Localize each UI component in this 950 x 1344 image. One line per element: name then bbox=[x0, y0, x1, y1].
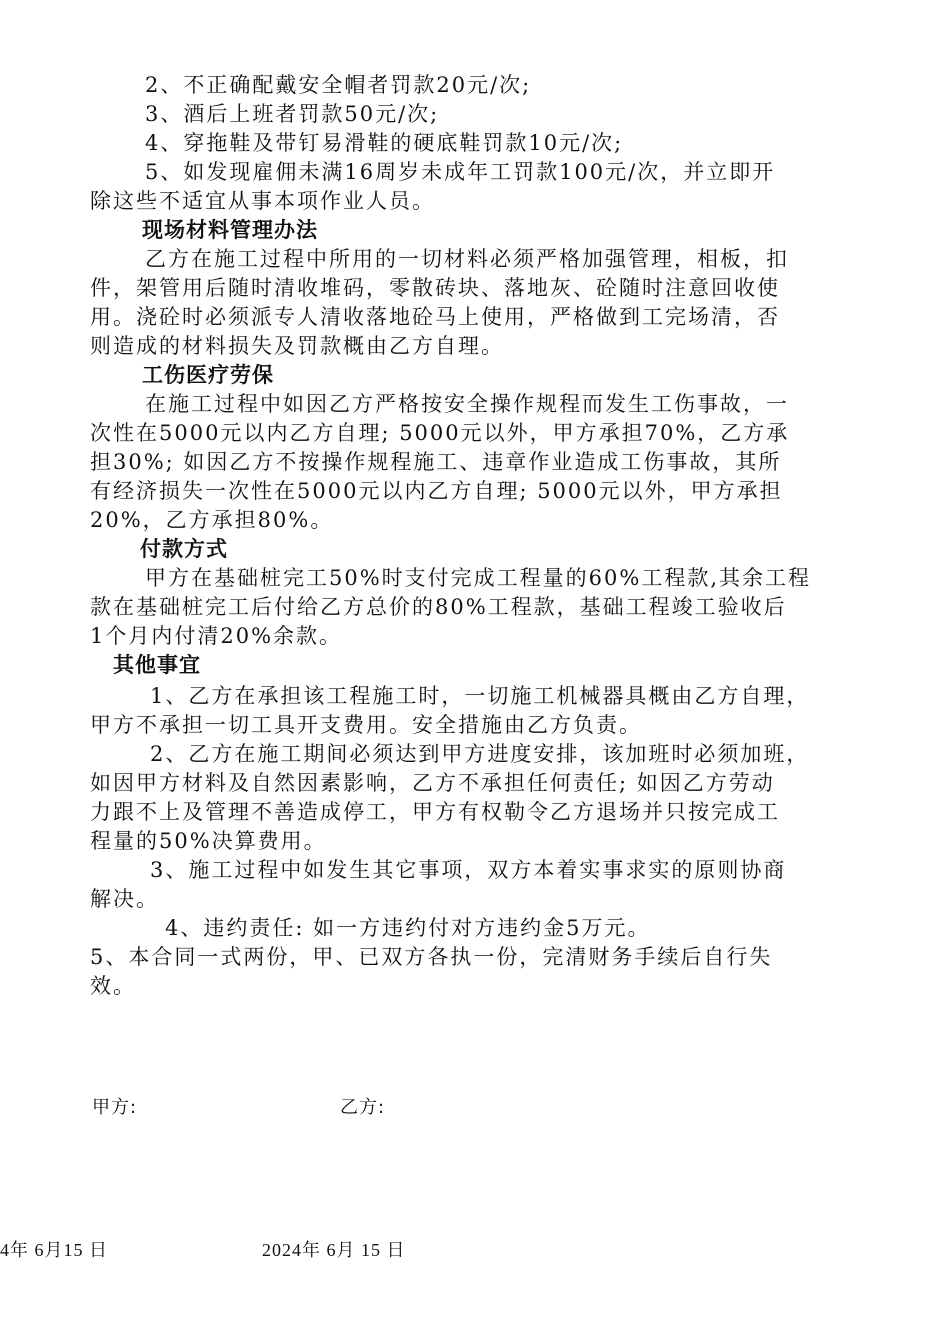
other-heading: 其他事宜 bbox=[113, 653, 201, 677]
other-item-3-line: 3、施工过程中如发生其它事项，双方本着实事求实的原则协商 bbox=[150, 858, 787, 882]
party-b-date: 2024年 6月 15 日 bbox=[262, 1240, 406, 1260]
party-a-label: 甲方: bbox=[92, 1097, 138, 1118]
other-item-3-line: 解决。 bbox=[90, 887, 159, 911]
materials-line: 则造成的材料损失及罚款概由乙方自理。 bbox=[90, 334, 504, 358]
injury-line: 在施工过程中如因乙方严格按安全操作规程而发生工伤事故，一 bbox=[145, 392, 789, 416]
injury-line: 次性在5000元以内乙方自理; 5000元以外，甲方承担70%，乙方承 bbox=[90, 421, 790, 445]
penalty-item-5-line2: 除这些不适宜从事本项作业人员。 bbox=[90, 189, 435, 213]
other-item-5-line: 效。 bbox=[90, 974, 136, 998]
other-item-1-line: 甲方不承担一切工具开支费用。安全措施由乙方负责。 bbox=[90, 713, 642, 737]
penalty-item-2: 2、不正确配戴安全帽者罚款20元/次; bbox=[145, 73, 532, 97]
payment-line: 1个月内付清20%余款。 bbox=[90, 624, 343, 648]
other-item-2-line: 程量的50%决算费用。 bbox=[90, 829, 327, 853]
other-item-4: 4、违约责任: 如一方违约付对方违约金5万元。 bbox=[165, 916, 651, 940]
injury-line: 担30%; 如因乙方不按操作规程施工、违章作业造成工伤事故，其所 bbox=[90, 450, 782, 474]
materials-line: 用。浇砼时必须派专人清收落地砼马上使用，严格做到工完场清，否 bbox=[90, 305, 780, 329]
penalty-item-5-line1: 5、如发现雇佣未满16周岁未成年工罚款100元/次，并立即开 bbox=[145, 160, 776, 184]
materials-heading: 现场材料管理办法 bbox=[142, 218, 318, 242]
other-item-2-line: 力跟不上及管理不善造成停工，甲方有权勒令乙方退场并只按完成工 bbox=[90, 800, 780, 824]
party-b-label: 乙方: bbox=[340, 1097, 386, 1118]
other-item-2-line: 如因甲方材料及自然因素影响，乙方不承担任何责任; 如因乙方劳动 bbox=[90, 771, 775, 795]
injury-line: 20%，乙方承担80%。 bbox=[90, 508, 334, 532]
injury-heading: 工伤医疗劳保 bbox=[142, 363, 274, 387]
other-item-5-line: 5、本合同一式两份，甲、已双方各执一份，完清财务手续后自行失 bbox=[90, 945, 773, 969]
payment-heading: 付款方式 bbox=[140, 537, 228, 561]
materials-line: 件，架管用后随时清收堆码，零散砖块、落地灰、砼随时注意回收使 bbox=[90, 276, 780, 300]
injury-line: 有经济损失一次性在5000元以内乙方自理; 5000元以外，甲方承担 bbox=[90, 479, 783, 503]
penalty-item-4: 4、穿拖鞋及带钉易滑鞋的硬底鞋罚款10元/次; bbox=[145, 131, 624, 155]
other-item-2-line: 2、乙方在施工期间必须达到甲方进度安排，该加班时必须加班， bbox=[150, 742, 810, 766]
party-a-date: 4年 6月15 日 bbox=[0, 1240, 108, 1260]
payment-line: 款在基础桩完工后付给乙方总价的80%工程款，基础工程竣工验收后 bbox=[90, 595, 787, 619]
penalty-item-3: 3、酒后上班者罚款50元/次; bbox=[145, 102, 440, 126]
other-item-1-line: 1、乙方在承担该工程施工时，一切施工机械器具概由乙方自理， bbox=[150, 684, 810, 708]
materials-line: 乙方在施工过程中所用的一切材料必须严格加强管理，相板，扣 bbox=[145, 247, 789, 271]
payment-line: 甲方在基础桩完工50%时支付完成工程量的60%工程款,其余工程 bbox=[145, 566, 812, 590]
